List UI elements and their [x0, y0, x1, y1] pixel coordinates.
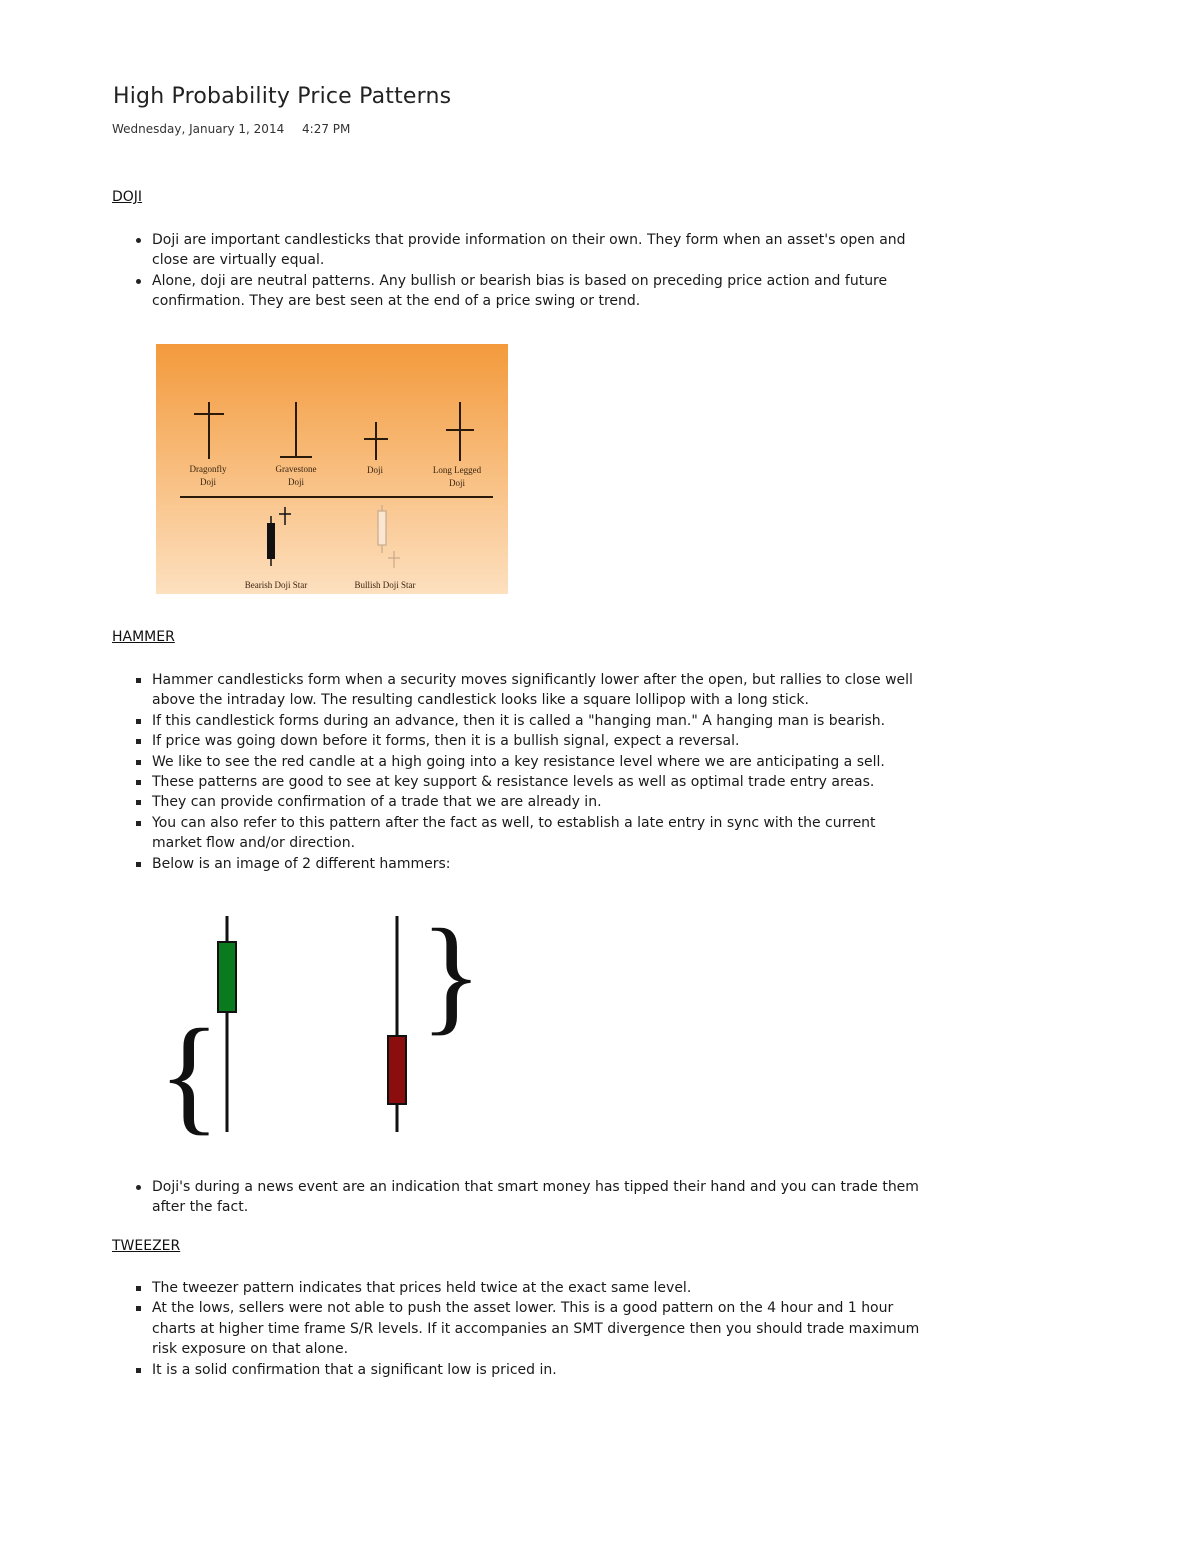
- tweezer-bullet-list: [152, 1278, 922, 1380]
- doji-label: Doji: [366, 465, 384, 475]
- left-brace-glyph: {: [158, 1003, 221, 1147]
- long-legged-label-line2: Doji: [448, 478, 466, 488]
- hammer-bullet: They can provide confirmation of a trade that we are already in.: [152, 792, 922, 812]
- hammer-bullet: Below is an image of 2 different hammers:: [152, 854, 922, 874]
- gravestone-label-line2: Doji: [287, 477, 305, 487]
- dragonfly-label-line1: Dragonfly: [189, 464, 227, 474]
- bearish-star-label: Bearish Doji Star: [244, 580, 308, 590]
- doji-bullet: Doji are important candlesticks that provide information on their own. They form when an asset's open and close are virtually equal.: [152, 230, 922, 271]
- tweezer-bullet: It is a solid confirmation that a significant low is priced in.: [152, 1360, 922, 1380]
- hammer-after-bullet-list: [152, 1177, 922, 1218]
- page-title: High Probability Price Patterns: [113, 84, 452, 109]
- note-time: 4:27 PM: [302, 122, 351, 136]
- hammer-after-bullet: Doji's during a news event are an indication that smart money has tipped their hand and you can trade them after the fact.: [152, 1177, 922, 1218]
- long-legged-label-line1: Long Legged: [432, 465, 482, 475]
- doji-types-figure: [156, 344, 508, 594]
- hammer-bullet: We like to see the red candle at a high going into a key resistance level where we are anticipating a sell.: [152, 752, 922, 772]
- tweezer-heading: TWEEZER: [112, 1238, 181, 1254]
- hammer-bullet: These patterns are good to see at key support & resistance levels as well as optimal trade entry areas.: [152, 772, 922, 792]
- gravestone-label-line1: Gravestone: [275, 464, 317, 474]
- green-hammer-candle: [218, 916, 236, 1132]
- hammer-bullet-list: [152, 670, 922, 874]
- tweezer-bullet: At the lows, sellers were not able to push the asset lower. This is a good pattern on the 4 hour and 1 hour charts at higher time frame S/R levels. If it accompanies an SMT divergence then you should trade maximum risk exposure on that alone.: [152, 1298, 922, 1359]
- hammer-bullet: You can also refer to this pattern after the fact as well, to establish a late entry in sync with the current market flow and/or direction.: [152, 813, 922, 854]
- hammer-bullet: If this candlestick forms during an advance, then it is called a "hanging man." A hanging man is bearish.: [152, 711, 922, 731]
- note-timestamp: [112, 122, 350, 136]
- red-hammer-candle: [388, 916, 406, 1132]
- tweezer-bullet: The tweezer pattern indicates that prices held twice at the exact same level.: [152, 1278, 922, 1298]
- note-date: Wednesday, January 1, 2014: [112, 122, 285, 136]
- doji-bullet-list: [152, 230, 922, 312]
- hammer-types-figure: [150, 900, 490, 1150]
- hammer-bullet: If price was going down before it forms, then it is a bullish signal, expect a reversal.: [152, 731, 922, 751]
- doji-heading: DOJI: [112, 189, 143, 205]
- doji-bullet: Alone, doji are neutral patterns. Any bullish or bearish bias is based on preceding price action and future confirmation. They are best seen at the end of a price swing or trend.: [152, 271, 922, 312]
- right-brace-glyph: }: [420, 903, 483, 1047]
- hammer-bullet: Hammer candlesticks form when a security moves significantly lower after the open, but rallies to close well above the intraday low. The resulting candlestick looks like a square lollipop with a long stick.: [152, 670, 922, 711]
- hammer-heading: HAMMER: [112, 629, 175, 645]
- dragonfly-label-line2: Doji: [199, 477, 217, 487]
- bullish-star-label: Bullish Doji Star: [354, 580, 416, 590]
